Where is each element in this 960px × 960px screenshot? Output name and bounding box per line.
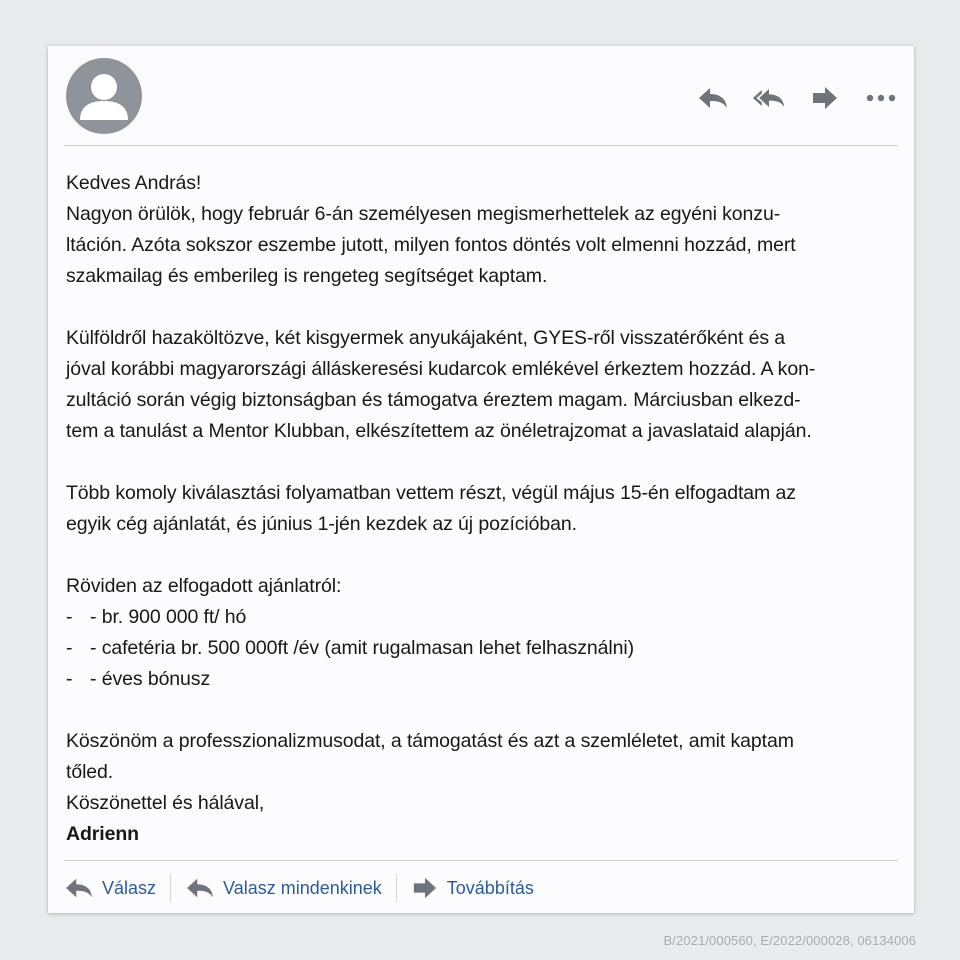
list-item bbox=[66, 633, 902, 664]
forward-icon bbox=[411, 876, 439, 900]
sign-off: Köszönettel és hálával, bbox=[66, 792, 265, 814]
reply-icon[interactable] bbox=[696, 82, 730, 114]
reply-button[interactable] bbox=[64, 870, 156, 906]
header-divider bbox=[64, 145, 898, 146]
forward-icon[interactable] bbox=[808, 82, 842, 114]
email-card bbox=[48, 46, 914, 913]
list-bullet: - bbox=[66, 668, 73, 690]
closing-line2: tőled. bbox=[66, 761, 114, 783]
list-item-text: - cafetéria br. 500 000ft /év (amit rugalmasan lehet felhasználni) bbox=[90, 637, 635, 659]
user-avatar-icon[interactable] bbox=[66, 58, 142, 134]
reply-all-button[interactable] bbox=[185, 870, 382, 906]
signature: Adrienn bbox=[66, 823, 139, 845]
reply-icon bbox=[185, 876, 215, 900]
more-icon[interactable] bbox=[864, 82, 898, 114]
paragraph2-line1: Külföldről hazaköltözve, két kisgyermek anyukájaként, GYES-ről visszatérőként és a bbox=[66, 327, 786, 349]
footer-divider bbox=[64, 860, 898, 861]
closing-line1: Köszönöm a professzionalizmusodat, a támogatást és azt a szemléletet, amit kaptam bbox=[66, 730, 794, 752]
reply-all-icon[interactable] bbox=[752, 82, 786, 114]
reply-all-button-label: Valasz mindenkinek bbox=[223, 877, 382, 898]
paragraph1-line2: ltáción. Azóta sokszor eszembe jutott, milyen fontos döntés volt elmenni hozzád, mert bbox=[66, 234, 796, 256]
paragraph3-line1: Több komoly kiválasztási folyamatban vettem részt, végül május 15-én elfogadtam az bbox=[66, 482, 796, 504]
paragraph3-line2: egyik cég ajánlatát, és június 1-jén kezdek az új pozícióban. bbox=[66, 513, 577, 535]
reference-code: B/2021/000560, E/2022/000028, 06134006 bbox=[663, 933, 916, 948]
reply-icon bbox=[64, 876, 94, 900]
list-bullet: - bbox=[66, 606, 73, 628]
list-item bbox=[66, 664, 902, 695]
paragraph2-line3: zultáció során végig biztonságban és támogatva éreztem magam. Márciusban elkezd- bbox=[66, 389, 801, 411]
footer-separator bbox=[170, 874, 171, 902]
email-header bbox=[48, 46, 914, 146]
greeting: Kedves András! bbox=[66, 172, 202, 194]
list-item bbox=[66, 602, 902, 633]
forward-button-label: Továbbítás bbox=[446, 877, 534, 898]
forward-button[interactable] bbox=[411, 870, 534, 906]
email-body bbox=[66, 168, 902, 850]
paragraph1-line1: Nagyon örülök, hogy február 6-án személyesen megismerhettelek az egyéni konzu- bbox=[66, 203, 781, 225]
reply-button-label: Válasz bbox=[102, 877, 157, 898]
paragraph1-line3: szakmailag és emberileg is rengeteg segítséget kaptam. bbox=[66, 265, 548, 287]
list-bullet: - bbox=[66, 637, 73, 659]
header-actions bbox=[696, 82, 898, 114]
list-item-text: - br. 900 000 ft/ hó bbox=[90, 606, 247, 628]
offer-intro: Röviden az elfogadott ajánlatról: bbox=[66, 575, 342, 597]
list-item-text: - éves bónusz bbox=[90, 668, 211, 690]
email-footer bbox=[64, 870, 534, 906]
paragraph2-line2: jóval korábbi magyarországi álláskeresési kudarcok emlékével érkeztem hozzád. A kon- bbox=[66, 358, 816, 380]
paragraph2-line4: tem a tanulást a Mentor Klubban, elkészítettem az önéletrajzomat a javaslataid alapján. bbox=[66, 420, 812, 442]
footer-separator bbox=[396, 874, 397, 902]
